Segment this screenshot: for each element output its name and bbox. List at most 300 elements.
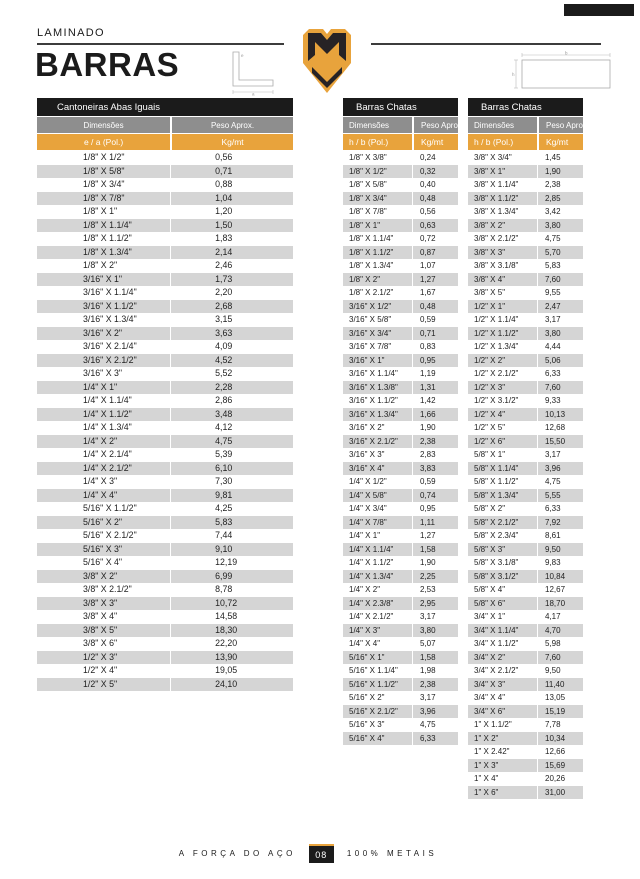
weight-cell: 0,87 xyxy=(412,246,458,260)
weight-cell: 1,90 xyxy=(537,165,583,179)
table-row xyxy=(468,664,583,678)
weight-cell: 3,80 xyxy=(537,327,583,341)
weight-cell: 1,11 xyxy=(412,516,458,530)
dimension-cell: 1/4" X 1.1/4" xyxy=(83,395,132,405)
dimension-cell: 5/8" X 1.1/2" xyxy=(474,477,519,486)
table-row xyxy=(37,529,293,543)
dimension-cell: 3/16" X 4" xyxy=(349,463,385,473)
flat-width-label: b xyxy=(565,51,568,56)
weight-cell: 18,70 xyxy=(537,597,583,611)
table-row xyxy=(468,246,583,260)
table-row xyxy=(343,502,458,516)
dimension-cell: 5/16" X 2" xyxy=(349,693,385,702)
table-row xyxy=(37,664,293,678)
dimension-cell: 5/16" X 3" xyxy=(349,720,385,729)
dimension-cell: 1/8" X 2" xyxy=(83,260,118,270)
dimension-cell: 1/8" X 1" xyxy=(83,206,118,216)
header-rule-right xyxy=(371,43,601,45)
weight-cell: 5,52 xyxy=(170,367,293,381)
table-row xyxy=(37,678,293,692)
weight-cell: 19,05 xyxy=(170,664,293,678)
table-row xyxy=(468,597,583,611)
table-row xyxy=(468,637,583,651)
dimension-cell: 3/8" X 4" xyxy=(474,274,506,284)
weight-cell: 8,78 xyxy=(170,583,293,597)
dimension-cell: 3/16" X 1" xyxy=(349,355,385,365)
table-row xyxy=(37,205,293,219)
table-row xyxy=(37,597,293,611)
dimension-cell: 1/8" X 2" xyxy=(349,274,381,284)
table-row xyxy=(37,367,293,381)
header-rule-left xyxy=(37,43,284,45)
weight-cell: 6,10 xyxy=(170,462,293,476)
weight-cell: 10,13 xyxy=(537,408,583,422)
dimension-cell: 3/16" X 2.1/4" xyxy=(83,341,137,351)
dimension-cell: 1/8" X 1.1/2" xyxy=(349,247,394,257)
table-row xyxy=(37,354,293,368)
dimension-cell: 1/4" X 2" xyxy=(349,585,381,594)
dimension-cell: 5/8" X 2.3/4" xyxy=(474,531,519,540)
table-row xyxy=(468,448,583,462)
dimension-cell: 5/16" X 1.1/2" xyxy=(83,503,137,513)
weight-cell: 13,05 xyxy=(537,691,583,705)
weight-cell: 3,96 xyxy=(537,462,583,476)
dimension-cell: 3/16" X 3" xyxy=(349,450,385,459)
table-row xyxy=(343,394,458,408)
table-row xyxy=(343,408,458,422)
weight-cell: 4,70 xyxy=(537,624,583,638)
dimension-cell: 3/16" X 3/4" xyxy=(349,328,392,338)
table-row xyxy=(343,300,458,314)
dimension-cell: 1/4" X 1/2" xyxy=(349,477,387,486)
table-row xyxy=(37,178,293,192)
table-row xyxy=(343,529,458,543)
table-row xyxy=(468,624,583,638)
table-row xyxy=(37,313,293,327)
weight-cell: 6,99 xyxy=(170,570,293,584)
dimension-cell: 1/2" X 3" xyxy=(474,382,506,392)
table-column-headers xyxy=(343,117,465,134)
table-row xyxy=(37,462,293,476)
weight-cell: 3,80 xyxy=(412,624,458,638)
weight-cell: 1,50 xyxy=(170,219,293,233)
weight-cell: 2,38 xyxy=(537,178,583,192)
dimension-cell: 3/16" X 3" xyxy=(83,368,123,378)
weight-cell: 4,44 xyxy=(537,340,583,354)
weight-cell: 13,90 xyxy=(170,651,293,665)
dimension-cell: 3/8" X 1.3/4" xyxy=(474,207,519,216)
table-row xyxy=(468,678,583,692)
table-row xyxy=(468,732,583,746)
top-right-bar xyxy=(564,4,634,16)
table-row xyxy=(468,502,583,516)
weight-cell: 0,48 xyxy=(412,300,458,314)
weight-cell: 3,17 xyxy=(412,691,458,705)
dimension-cell: 1/8" X 1.1/4" xyxy=(83,219,132,230)
table-row xyxy=(343,624,458,638)
table-row xyxy=(343,151,458,165)
table-row xyxy=(37,327,293,341)
footer-slogan-right: 100% METAIS xyxy=(346,849,438,858)
table-row xyxy=(468,610,583,624)
weight-cell: 1,42 xyxy=(412,394,458,408)
weight-cell: 1,27 xyxy=(412,273,458,287)
weight-cell: 1,98 xyxy=(412,664,458,678)
weight-cell: 5,55 xyxy=(537,489,583,503)
table-row xyxy=(343,435,458,449)
weight-cell: 0,56 xyxy=(412,205,458,219)
dimension-cell: 3/4" X 2" xyxy=(474,652,506,662)
weight-cell: 20,26 xyxy=(537,772,583,786)
dimension-cell: 1" X 4" xyxy=(474,774,499,783)
table-row xyxy=(343,273,458,287)
table-row xyxy=(468,178,583,192)
table-row xyxy=(343,516,458,530)
table-row xyxy=(468,273,583,287)
dimension-cell: 1/4" X 2.1/4" xyxy=(83,449,132,459)
dimension-cell: 5/8" X 3" xyxy=(474,544,506,554)
dimension-cell: 1/8" X 1" xyxy=(349,220,381,230)
table-row xyxy=(37,192,293,206)
weight-cell: 7,60 xyxy=(537,273,583,287)
dimension-cell: 1" X 6" xyxy=(474,787,499,797)
weight-cell: 3,15 xyxy=(170,313,293,327)
table-row xyxy=(37,651,293,665)
weight-cell: 31,00 xyxy=(537,786,583,800)
weight-cell: 3,80 xyxy=(537,219,583,233)
weight-cell: 4,75 xyxy=(170,435,293,449)
dimension-cell: 3/4" X 1" xyxy=(474,612,506,621)
dimension-cell: 3/8" X 1" xyxy=(474,166,506,176)
dimension-cell: 1/2" X 6" xyxy=(474,436,506,446)
weight-cell: 4,25 xyxy=(170,502,293,516)
weight-cell: 1,83 xyxy=(170,232,293,246)
table-row xyxy=(468,691,583,705)
weight-cell: 1,90 xyxy=(412,421,458,435)
table-row xyxy=(343,232,458,246)
dimension-cell: 5/16" X 1.1/2" xyxy=(349,679,398,689)
table-barras-chatas-2 xyxy=(468,98,590,799)
weight-cell: 1,19 xyxy=(412,367,458,381)
table-row xyxy=(468,705,583,719)
table-title: Barras Chatas xyxy=(343,98,458,117)
page-title: BARRAS xyxy=(35,46,180,83)
brand-logo-shield-m-icon xyxy=(299,25,355,95)
table-unit-headers xyxy=(343,134,458,151)
dimension-cell: 5/16" X 1.1/4" xyxy=(349,666,398,675)
weight-cell: 3,96 xyxy=(412,705,458,719)
table-row xyxy=(37,273,293,287)
dimension-cell: 1/4" X 4" xyxy=(83,489,118,500)
weight-cell: 10,34 xyxy=(537,732,583,746)
weight-cell: 0,24 xyxy=(412,151,458,165)
dimension-cell: 1/8" X 1.3/4" xyxy=(83,246,132,257)
table-row xyxy=(343,664,458,678)
dimension-cell: 5/8" X 3.1/2" xyxy=(474,571,519,581)
table-row xyxy=(37,637,293,651)
weight-cell: 1,90 xyxy=(412,556,458,570)
dimension-cell: 3/8" X 3" xyxy=(474,247,506,257)
table-row xyxy=(343,165,458,179)
weight-cell: 0,59 xyxy=(412,475,458,489)
dimension-cell: 1/2" X 4" xyxy=(474,409,506,419)
table-row xyxy=(37,340,293,354)
dimension-cell: 1/2" X 2" xyxy=(474,355,506,365)
table-row xyxy=(37,300,293,314)
table-row xyxy=(343,327,458,341)
table-row xyxy=(343,462,458,476)
dimension-cell: 1/4" X 5/8" xyxy=(349,490,387,500)
dimension-cell: 3/8" X 2.1/2" xyxy=(474,234,519,243)
table-row xyxy=(37,151,293,165)
weight-cell: 9,10 xyxy=(170,543,293,557)
weight-cell: 0,63 xyxy=(412,219,458,233)
table-row xyxy=(37,502,293,516)
table-row xyxy=(468,232,583,246)
table-body xyxy=(37,151,293,691)
dimension-cell: 3/8" X 3.1/8" xyxy=(474,261,519,270)
dimension-cell: 3/4" X 4" xyxy=(474,693,506,702)
table-row xyxy=(468,570,583,584)
dimension-cell: 5/8" X 6" xyxy=(474,598,506,608)
dimension-cell: 1/8" X 1/2" xyxy=(83,152,125,162)
table-row xyxy=(343,367,458,381)
dimension-cell: 3/16" X 1.1/4" xyxy=(83,287,137,297)
table-row xyxy=(468,516,583,530)
table-row xyxy=(468,529,583,543)
table-row xyxy=(468,381,583,395)
table-row xyxy=(468,300,583,314)
weight-cell: 1,20 xyxy=(170,205,293,219)
table-row xyxy=(468,327,583,341)
table-row xyxy=(37,583,293,597)
table-row xyxy=(468,367,583,381)
weight-cell: 12,67 xyxy=(537,583,583,597)
dimension-cell: 5/8" X 1.3/4" xyxy=(474,490,519,500)
weight-cell: 15,69 xyxy=(537,759,583,773)
weight-cell: 9,33 xyxy=(537,394,583,408)
dimension-cell: 1" X 2" xyxy=(474,733,499,743)
dimension-cell: 5/8" X 1.1/4" xyxy=(474,463,519,473)
dimension-cell: 3/4" X 3" xyxy=(474,679,506,689)
weight-cell: 11,40 xyxy=(537,678,583,692)
weight-cell: 2,20 xyxy=(170,286,293,300)
table-row xyxy=(468,151,583,165)
weight-cell: 1,04 xyxy=(170,192,293,206)
table-row xyxy=(37,435,293,449)
table-row xyxy=(468,340,583,354)
dimension-cell: 1/4" X 1.3/4" xyxy=(83,422,132,432)
dimension-cell: 3/16" X 1.3/8" xyxy=(349,382,398,392)
weight-cell: 1,66 xyxy=(412,408,458,422)
table-row xyxy=(343,313,458,327)
table-row xyxy=(343,691,458,705)
flat-bar-diagram xyxy=(512,51,616,93)
table-row xyxy=(343,543,458,557)
weight-cell: 10,72 xyxy=(170,597,293,611)
dimension-cell: 3/16" X 2" xyxy=(349,423,385,432)
table-row xyxy=(468,219,583,233)
column-header-dimensions: Dimensões xyxy=(83,120,124,130)
dimension-cell: 5/8" X 3.1/8" xyxy=(474,558,519,567)
flat-height-label: h xyxy=(512,72,515,77)
weight-cell: 1,07 xyxy=(412,259,458,273)
weight-cell: 3,17 xyxy=(537,313,583,327)
dimension-cell: 1" X 2.42" xyxy=(474,747,510,756)
table-row xyxy=(468,259,583,273)
dimension-cell: 3/16" X 1.1/2" xyxy=(83,300,137,311)
table-row xyxy=(343,583,458,597)
weight-cell: 3,63 xyxy=(170,327,293,341)
dimension-cell: 1/4" X 3/4" xyxy=(349,504,387,513)
column-header-weight: Peso Aprox. xyxy=(170,117,293,133)
dimension-cell: 1/4" X 1.3/4" xyxy=(349,571,394,581)
table-row xyxy=(468,651,583,665)
weight-cell: 2,83 xyxy=(412,448,458,462)
weight-cell: 5,83 xyxy=(537,259,583,273)
weight-cell: 2,68 xyxy=(170,300,293,314)
table-row xyxy=(37,570,293,584)
weight-cell: 6,33 xyxy=(412,732,458,746)
dimension-cell: 1/2" X 2.1/2" xyxy=(474,369,519,378)
dimension-cell: 1/8" X 3/4" xyxy=(83,179,125,189)
table-row xyxy=(468,543,583,557)
dimension-cell: 5/16" X 4" xyxy=(83,557,123,567)
weight-cell: 5,06 xyxy=(537,354,583,368)
table-row xyxy=(343,489,458,503)
table-row xyxy=(343,475,458,489)
dimension-cell: 3/8" X 1.1/4" xyxy=(474,180,519,189)
weight-cell: 5,70 xyxy=(537,246,583,260)
unit-header-weight: Kg/mt xyxy=(170,134,293,150)
dimension-cell: 1/4" X 2" xyxy=(83,435,118,446)
dimension-cell: 1/2" X 1" xyxy=(474,301,506,311)
weight-cell: 22,20 xyxy=(170,637,293,651)
dimension-cell: 3/8" X 3/4" xyxy=(474,153,512,162)
dimension-cell: 1/8" X 3/4" xyxy=(349,193,387,203)
table-row xyxy=(468,165,583,179)
weight-cell: 0,71 xyxy=(412,327,458,341)
dimension-cell: 3/16" X 1" xyxy=(83,273,123,284)
dimension-cell: 1/8" X 5/8" xyxy=(83,165,125,176)
unit-header-dimensions: e / a (Pol.) xyxy=(83,137,124,147)
dimension-cell: 3/16" X 2.1/2" xyxy=(349,436,398,446)
weight-cell: 10,84 xyxy=(537,570,583,584)
table-row xyxy=(468,435,583,449)
weight-cell: 0,71 xyxy=(170,165,293,179)
weight-cell: 0,95 xyxy=(412,354,458,368)
table-row xyxy=(343,637,458,651)
dimension-cell: 3/8" X 4" xyxy=(83,611,118,621)
table-row xyxy=(343,556,458,570)
weight-cell: 1,27 xyxy=(412,529,458,543)
dimension-cell: 3/16" X 1.3/4" xyxy=(83,314,137,324)
weight-cell: 0,95 xyxy=(412,502,458,516)
weight-cell: 9,55 xyxy=(537,286,583,300)
weight-cell: 2,28 xyxy=(170,381,293,395)
table-row xyxy=(468,421,583,435)
dimension-cell: 3/8" X 5" xyxy=(83,624,118,635)
table-row xyxy=(468,759,583,773)
weight-cell: 6,33 xyxy=(537,502,583,516)
table-row xyxy=(37,286,293,300)
weight-cell: 7,30 xyxy=(170,475,293,489)
weight-cell: 5,07 xyxy=(412,637,458,651)
weight-cell: 3,17 xyxy=(412,610,458,624)
dimension-cell: 1/4" X 1.1/2" xyxy=(349,558,394,567)
table-row xyxy=(37,516,293,530)
dimension-cell: 5/16" X 2.1/2" xyxy=(83,530,137,540)
weight-cell: 4,52 xyxy=(170,354,293,368)
weight-cell: 3,42 xyxy=(537,205,583,219)
weight-cell: 4,12 xyxy=(170,421,293,435)
dimension-cell: 1/8" X 2.1/2" xyxy=(349,288,394,297)
weight-cell: 5,83 xyxy=(170,516,293,530)
table-row xyxy=(343,610,458,624)
weight-cell: 4,75 xyxy=(412,718,458,732)
table-row xyxy=(343,340,458,354)
dimension-cell: 1/4" X 1.1/2" xyxy=(83,408,132,419)
dimension-cell: 1/4" X 1" xyxy=(83,381,118,392)
dimension-cell: 3/16" X 2" xyxy=(83,327,123,338)
dimension-cell: 1/8" X 7/8" xyxy=(83,192,125,203)
table-row xyxy=(37,448,293,462)
dimension-cell: 3/4" X 1.1/4" xyxy=(474,625,519,635)
table-unit-headers xyxy=(37,134,293,151)
table-row xyxy=(343,732,458,746)
weight-cell: 4,75 xyxy=(537,475,583,489)
weight-cell: 18,30 xyxy=(170,624,293,638)
category-label: LAMINADO xyxy=(37,27,105,39)
weight-cell: 2,53 xyxy=(412,583,458,597)
weight-cell: 0,72 xyxy=(412,232,458,246)
table-row xyxy=(343,178,458,192)
weight-cell: 2,85 xyxy=(537,192,583,206)
table-row xyxy=(343,651,458,665)
table-row xyxy=(468,394,583,408)
dimension-cell: 5/16" X 1" xyxy=(349,652,385,662)
table-row xyxy=(343,421,458,435)
dimension-cell: 3/4" X 6" xyxy=(474,706,506,716)
dimension-cell: 5/8" X 1" xyxy=(474,450,506,459)
table-row xyxy=(37,394,293,408)
table-row xyxy=(468,192,583,206)
weight-cell: 1,58 xyxy=(412,651,458,665)
weight-cell: 4,17 xyxy=(537,610,583,624)
dimension-cell: 1" X 1.1/2" xyxy=(474,720,512,729)
weight-cell: 12,68 xyxy=(537,421,583,435)
angle-thickness-label: e xyxy=(241,53,244,58)
weight-cell: 4,75 xyxy=(537,232,583,246)
dimension-cell: 1/8" X 7/8" xyxy=(349,207,387,216)
dimension-cell: 3/8" X 5" xyxy=(474,288,506,297)
weight-cell: 4,09 xyxy=(170,340,293,354)
dimension-cell: 5/16" X 4" xyxy=(349,733,385,743)
table-row xyxy=(468,583,583,597)
weight-cell: 5,98 xyxy=(537,637,583,651)
dimension-cell: 3/16" X 5/8" xyxy=(349,315,392,324)
weight-cell: 2,47 xyxy=(537,300,583,314)
weight-cell: 1,58 xyxy=(412,543,458,557)
weight-cell: 6,33 xyxy=(537,367,583,381)
unit-header-weight: Kg/mt xyxy=(412,134,458,150)
table-row xyxy=(343,246,458,260)
dimension-cell: 3/8" X 3" xyxy=(83,597,118,608)
weight-cell: 0,74 xyxy=(412,489,458,503)
table-row xyxy=(37,219,293,233)
table-row xyxy=(37,246,293,260)
weight-cell: 2,86 xyxy=(170,394,293,408)
